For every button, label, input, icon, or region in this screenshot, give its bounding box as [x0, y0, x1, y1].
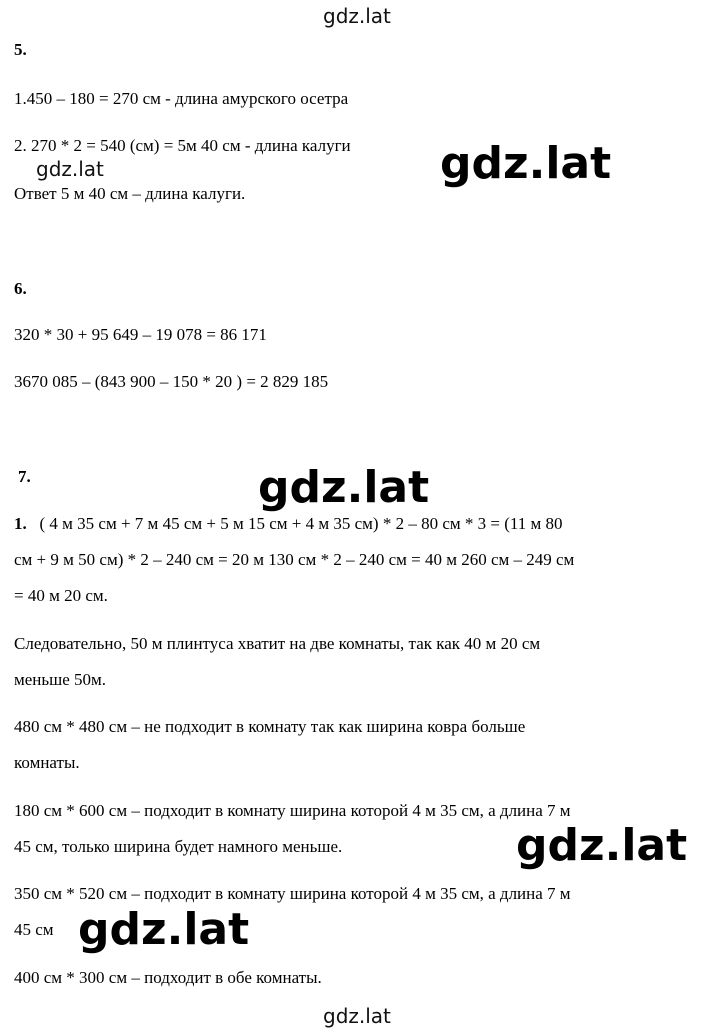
watermark-big-1: gdz.lat [440, 138, 612, 189]
watermark-big-3: gdz.lat [516, 820, 688, 871]
watermark-mid-left: gdz.lat [36, 157, 104, 181]
task5-line2: 2. 270 * 2 = 540 (см) = 5м 40 см - длина калуги [14, 136, 351, 155]
task7-calc-line3: = 40 м 20 см. [14, 586, 108, 605]
task7-rug1-line1: 480 см * 480 см – не подходит в комнату так как ширина ковра больше [14, 717, 526, 736]
task7-calc-line2: см + 9 м 50 см) * 2 – 240 см = 20 м 130 см * 2 – 240 см = 40 м 260 см – 249 см [14, 550, 575, 569]
task7-rug3-line1: 350 см * 520 см – подходит в комнату ширина которой 4 м 35 см, а длина 7 м [14, 884, 571, 903]
task5-line1: 1.450 – 180 = 270 см - длина амурского осетра [14, 89, 349, 108]
task7-number: 7. [18, 467, 31, 486]
task7-calc-text1: ( 4 м 35 см + 7 м 45 см + 5 м 15 см + 4 м 35 см) * 2 – 80 см * 3 = (11 м 80 [39, 514, 563, 533]
task7-conclusion-line2: меньше 50м. [14, 670, 107, 689]
task7-rug3-line2: 45 см [14, 920, 54, 939]
task7-item-number: 1. [14, 514, 27, 533]
watermark-bottom: gdz.lat [323, 1004, 391, 1028]
task5-answer: Ответ 5 м 40 см – длина калуги. [14, 184, 246, 203]
task6-line1: 320 * 30 + 95 649 – 19 078 = 86 171 [14, 325, 267, 344]
task6-number: 6. [14, 279, 27, 298]
task7-rug2-line1: 180 см * 600 см – подходит в комнату ширина которой 4 м 35 см, а длина 7 м [14, 801, 571, 820]
task7-conclusion-line1: Следовательно, 50 м плинтуса хватит на две комнаты, так как 40 м 20 см [14, 634, 541, 653]
watermark-big-4: gdz.lat [78, 904, 250, 955]
watermark-top: gdz.lat [323, 4, 391, 28]
task7-rug2-line2: 45 см, только ширина будет намного меньше. [14, 837, 343, 856]
task7-calc-line1 [14, 514, 563, 534]
task5-number: 5. [14, 40, 27, 59]
watermark-big-2: gdz.lat [258, 462, 430, 513]
task7-rug1-line2: комнаты. [14, 753, 80, 772]
task7-rug4-line1: 400 см * 300 см – подходит в обе комнаты. [14, 968, 322, 987]
task6-line2: 3670 085 – (843 900 – 150 * 20 ) = 2 829 185 [14, 372, 329, 391]
